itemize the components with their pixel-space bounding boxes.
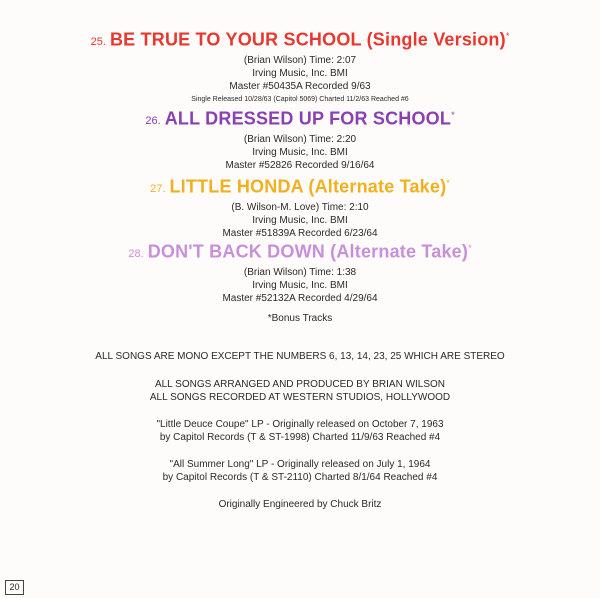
engineer-credit: [0, 498, 600, 511]
bonus-tracks-note: [0, 312, 600, 325]
track-publisher: Irving Music, Inc. BMI: [252, 68, 348, 80]
track-credit: (B. Wilson-M. Love) Time: 2:10: [231, 202, 369, 214]
lp-info-little-deuce-coupe: [0, 418, 600, 444]
lp-line: "All Summer Long" LP - Originally released on July 1, 1964: [169, 459, 431, 470]
track-master: Master #52826 Recorded 9/16/64: [225, 160, 375, 172]
bonus-note-text: *Bonus Tracks: [267, 313, 333, 324]
page-number: 20: [5, 580, 24, 595]
track-27: [0, 173, 600, 240]
lp-line: by Capitol Records (T & ST-1998) Charted 11/9/63 Reached #4: [159, 432, 441, 443]
bonus-star: *: [505, 31, 510, 41]
lp-line: "Little Deuce Coupe" LP - Originally released on October 7, 1963: [156, 419, 444, 430]
track-publisher: Irving Music, Inc. BMI: [252, 147, 348, 159]
credit-line: ALL SONGS RECORDED AT WESTERN STUDIOS, HOLLYWOOD: [149, 392, 451, 403]
bonus-star: *: [468, 243, 472, 253]
track-number: 27.: [150, 183, 166, 196]
lp-line: by Capitol Records (T & ST-2110) Charted 8/1/64 Reached #4: [162, 472, 438, 483]
track-credit: (Brian Wilson) Time: 2:07: [243, 55, 357, 67]
track-number: 25.: [90, 36, 106, 49]
credit-line: ALL SONGS ARRANGED AND PRODUCED BY BRIAN WILSON: [154, 379, 446, 390]
track-title-row: [0, 26, 600, 52]
track-master: Master #50435A Recorded 9/63: [229, 81, 371, 93]
track-title-row: [0, 238, 600, 264]
bonus-star: *: [446, 178, 450, 188]
track-28: [0, 238, 600, 305]
track-title: DON'T BACK DOWN (Alternate Take): [147, 241, 469, 262]
track-title-row: [0, 105, 600, 131]
track-publisher: Irving Music, Inc. BMI: [252, 215, 348, 227]
track-title: LITTLE HONDA (Alternate Take): [169, 176, 447, 197]
production-credits: [0, 378, 600, 404]
track-master: Master #52132A Recorded 4/29/64: [222, 293, 378, 305]
lp-info-all-summer-long: [0, 458, 600, 484]
track-publisher: Irving Music, Inc. BMI: [252, 280, 348, 292]
mono-note: [0, 350, 600, 363]
single-release-info: Single Released 10/28/63 (Capitol 5069) Charted 11/2/63 Reached #6: [191, 96, 409, 104]
engineer-text: Originally Engineered by Chuck Britz: [218, 499, 382, 510]
track-credit: (Brian Wilson) Time: 2:20: [243, 134, 357, 146]
track-master: Master #51839A Recorded 6/23/64: [222, 228, 378, 240]
track-title: BE TRUE TO YOUR SCHOOL (Single Version): [109, 29, 506, 50]
track-26: [0, 105, 600, 172]
track-number: 26.: [145, 115, 161, 128]
mono-note-text: ALL SONGS ARE MONO EXCEPT THE NUMBERS 6, 13, 14, 23, 25 WHICH ARE STEREO: [95, 351, 505, 362]
track-number: 28.: [128, 248, 144, 261]
bonus-star: *: [451, 110, 455, 120]
track-title: ALL DRESSED UP FOR SCHOOL: [164, 108, 452, 129]
track-title-row: [0, 173, 600, 199]
track-25: [0, 26, 600, 105]
track-credit: (Brian Wilson) Time: 1:38: [243, 267, 357, 279]
